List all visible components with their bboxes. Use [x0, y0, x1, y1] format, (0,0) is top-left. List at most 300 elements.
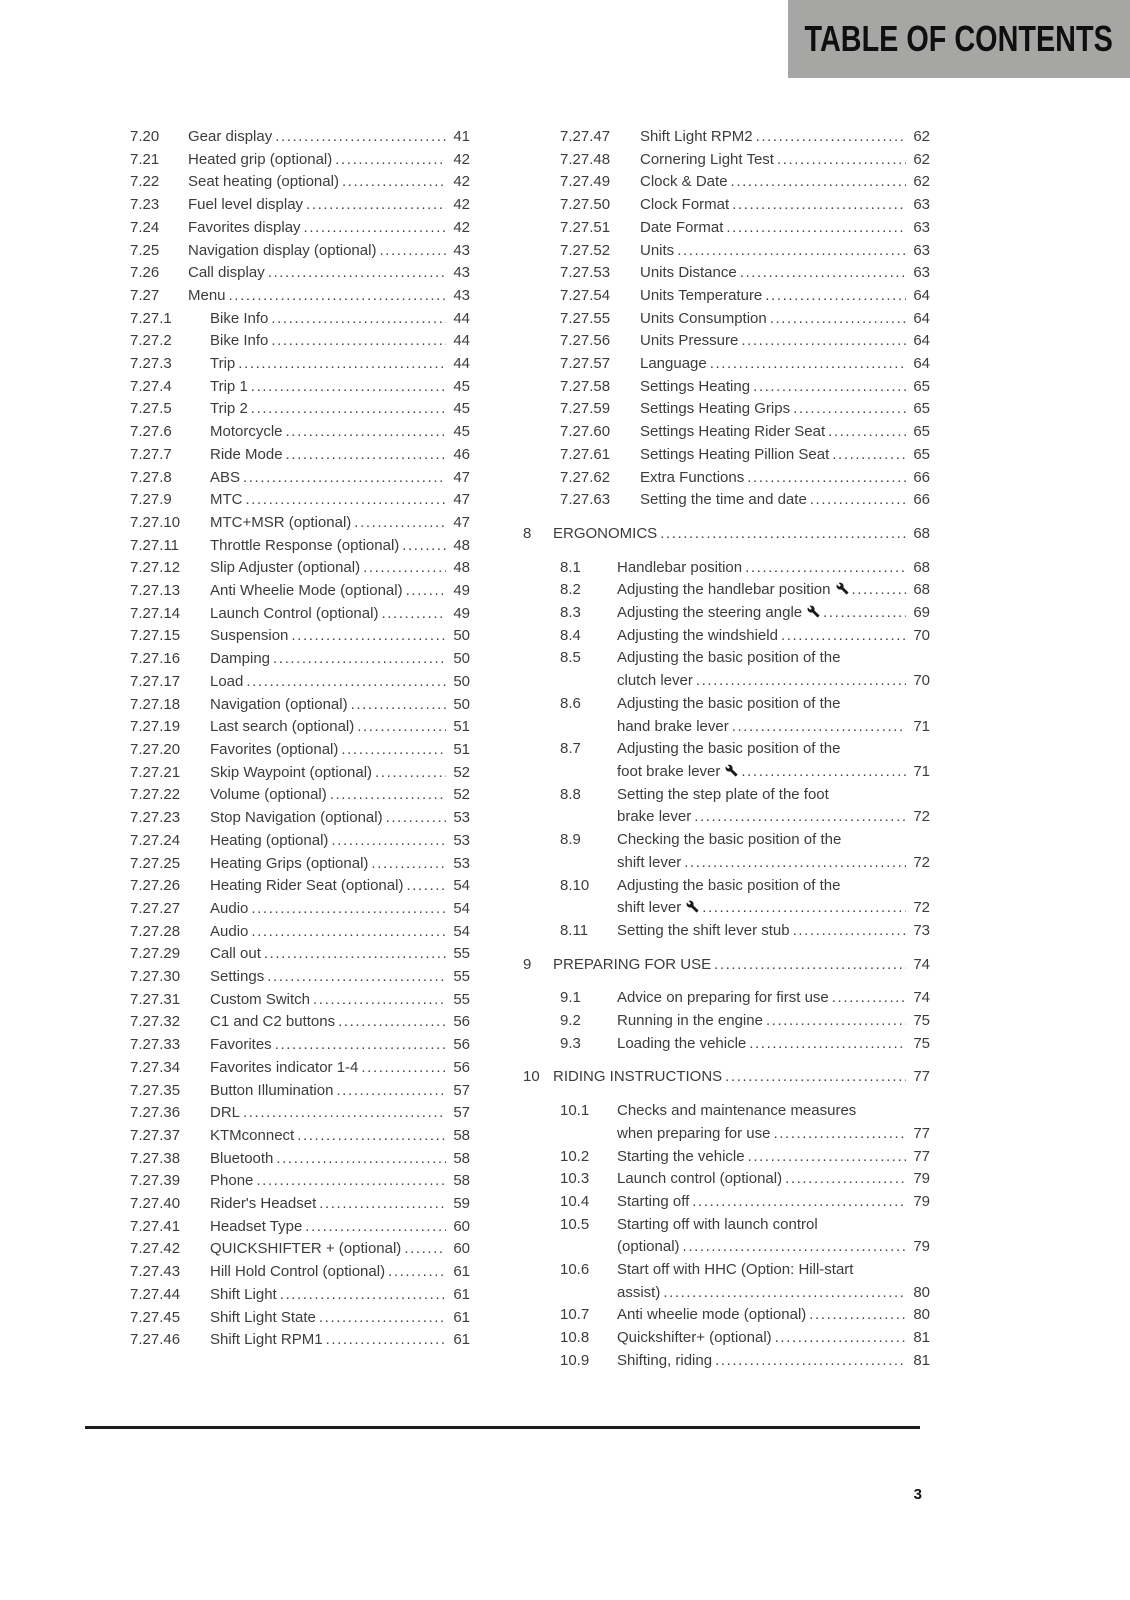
toc-entry-number: 7.27.46 [130, 1331, 181, 1349]
dot-leader [696, 670, 906, 693]
toc-entry-row [560, 421, 930, 444]
toc-entry-number: 7.27.11 [130, 536, 179, 554]
dot-leader [710, 353, 906, 376]
toc-entry-content [210, 1216, 470, 1239]
toc-entry-page: 64 [913, 332, 930, 350]
toc-entry-label-line: Adjusting the basic position of the [617, 694, 841, 712]
toc-entry-number: 7.27.59 [560, 400, 611, 418]
toc-entry-content [188, 217, 470, 240]
toc-entry-last-line [617, 920, 930, 943]
toc-entry-number: 7.27.40 [130, 1195, 181, 1213]
toc-entry-label: Settings Heating [640, 377, 751, 395]
toc-entry-number: 7.27.24 [130, 831, 181, 849]
toc-entry-label: KTMconnect [210, 1126, 295, 1144]
toc-entry-row [130, 330, 470, 353]
toc-entry-last-line [210, 853, 470, 876]
toc-entry-last-line [188, 194, 470, 217]
toc-entry-page: 79 [913, 1192, 930, 1210]
dot-leader [271, 330, 446, 353]
toc-entry-number: 7.27.32 [130, 1013, 181, 1031]
toc-entry-page: 44 [453, 332, 470, 350]
toc-entry-page: 55 [453, 990, 470, 1008]
toc-entry-content [210, 1102, 470, 1125]
toc-entry-row [560, 1146, 930, 1169]
toc-entry-label: Units [640, 241, 675, 259]
toc-entry-content [210, 1170, 470, 1193]
toc-entry-number: 8 [523, 524, 532, 542]
toc-entry-label: Favorites [210, 1036, 272, 1054]
toc-entry-label: Heating Rider Seat (optional) [210, 877, 404, 895]
dot-leader [306, 194, 446, 217]
wrench-icon [807, 605, 820, 618]
toc-entry-number: 7.27.26 [130, 877, 181, 895]
toc-entry-row [130, 671, 470, 694]
toc-entry-last-line [617, 1033, 930, 1056]
dot-leader [251, 398, 446, 421]
toc-entry-row [130, 1216, 470, 1239]
toc-entry-number: 8.10 [560, 876, 590, 894]
dot-leader [756, 126, 906, 149]
toc-entry-row [560, 376, 930, 399]
toc-entry-content [210, 898, 470, 921]
toc-entry-last-line [210, 1125, 470, 1148]
toc-entry-label-line: Checking the basic position of the [617, 831, 842, 849]
dot-leader [753, 376, 906, 399]
dot-leader [745, 557, 906, 580]
toc-entry-row [130, 194, 470, 217]
toc-entry-label: Last search (optional) [210, 718, 355, 736]
toc-entry-content [617, 557, 930, 580]
toc-entry-page: 45 [453, 400, 470, 418]
toc-entry-row [130, 535, 470, 558]
dot-leader [381, 603, 446, 626]
toc-entry-last-line [188, 262, 470, 285]
toc-entry-number: 7.27.61 [560, 445, 611, 463]
toc-entry-number: 7.27.2 [130, 332, 172, 350]
toc-entry-content [617, 784, 930, 829]
dot-leader [770, 308, 906, 331]
toc-entry-page: 56 [453, 1058, 470, 1076]
dot-leader [304, 217, 446, 240]
toc-entry-content [640, 308, 930, 331]
toc-entry-row [560, 1191, 930, 1214]
dot-leader [243, 1102, 446, 1125]
toc-entry-page: 72 [913, 808, 930, 826]
toc-entry-number: 7.27.41 [130, 1217, 181, 1235]
toc-entry-page: 68 [913, 524, 930, 542]
toc-entry-row [130, 1170, 470, 1193]
toc-entry-page: 81 [913, 1351, 930, 1369]
toc-entry-row [560, 353, 930, 376]
toc-entry-row [560, 194, 930, 217]
toc-entry-label-line: Adjusting the basic position of the [617, 740, 841, 758]
dot-leader [852, 579, 907, 602]
dot-leader [731, 171, 906, 194]
toc-entry-row [130, 1080, 470, 1103]
toc-entry-last-line [210, 625, 470, 648]
toc-entry-row [560, 1350, 930, 1373]
toc-entry-number: 10.4 [560, 1192, 590, 1210]
toc-entry-content [210, 1011, 470, 1034]
dot-leader [741, 761, 906, 784]
toc-entry-content [640, 330, 930, 353]
toc-entry-content [640, 217, 930, 240]
toc-entry-last-line [210, 1193, 470, 1216]
toc-entry-number: 7.27.27 [130, 899, 181, 917]
toc-entry-page: 74 [913, 989, 930, 1007]
toc-entry-page: 62 [913, 150, 930, 168]
toc-entry-row [560, 444, 930, 467]
dot-leader [809, 1304, 906, 1327]
dot-leader [732, 194, 906, 217]
toc-entry-page: 47 [453, 468, 470, 486]
toc-entry-page: 64 [913, 286, 930, 304]
toc-entry-content [640, 262, 930, 285]
dot-leader [740, 262, 906, 285]
toc-entry-number: 7.27.23 [130, 809, 181, 827]
toc-entry-row [560, 217, 930, 240]
toc-entry-number: 7.27.54 [560, 286, 611, 304]
toc-entry-label: Language [640, 355, 707, 373]
toc-entry-row [130, 421, 470, 444]
toc-entry-last-line [640, 376, 930, 399]
toc-entry-page: 43 [453, 286, 470, 304]
toc-entry-number: 7.27.51 [560, 218, 611, 236]
toc-entry-content [210, 1125, 470, 1148]
toc-entry-content [640, 149, 930, 172]
toc-entry-row [560, 330, 930, 353]
dot-leader [702, 897, 906, 920]
toc-entry-last-line [640, 126, 930, 149]
toc-entry-page: 55 [453, 945, 470, 963]
toc-entry-last-line [188, 240, 470, 263]
toc-entry-number: 7.20 [130, 128, 160, 145]
toc-entry-content [617, 738, 930, 783]
dot-leader [297, 1125, 446, 1148]
toc-entry-label: brake lever [617, 808, 692, 826]
dot-leader [251, 376, 446, 399]
toc-entry-label: Button Illumination [210, 1081, 334, 1099]
toc-entry-number: 7.27.20 [130, 740, 181, 758]
toc-entry-label: hand brake lever [617, 717, 729, 735]
toc-entry-content [617, 1010, 930, 1033]
toc-entry-page: 61 [453, 1308, 470, 1326]
toc-entry-content [210, 943, 470, 966]
dot-leader [765, 285, 906, 308]
toc-entry-last-line [188, 285, 470, 308]
toc-entry-last-line [210, 421, 470, 444]
dot-leader [692, 1191, 906, 1214]
toc-entry-row [560, 920, 930, 943]
toc-entry-page: 42 [453, 173, 470, 191]
toc-entry-last-line [617, 1327, 930, 1350]
toc-entry-content [210, 1193, 470, 1216]
toc-entry-last-line [617, 897, 930, 920]
toc-entry-last-line [617, 1010, 930, 1033]
toc-entry-label: Shift Light RPM1 [210, 1331, 323, 1349]
toc-entry-label: Navigation (optional) [210, 695, 348, 713]
toc-entry-last-line [210, 603, 470, 626]
dot-leader [291, 625, 446, 648]
toc-entry-content [640, 421, 930, 444]
toc-entry-row [130, 398, 470, 421]
toc-entry-last-line [210, 830, 470, 853]
toc-entry-last-line [617, 806, 930, 829]
toc-entry-number: 7.22 [130, 173, 160, 191]
toc-entry-row [130, 830, 470, 853]
toc-entry-label-line: Start off with HHC (Option: Hill-start [617, 1261, 854, 1279]
toc-entry-page: 52 [453, 763, 470, 781]
toc-entry-number: 7.27.56 [560, 332, 611, 350]
toc-entry-content [210, 875, 470, 898]
dot-leader [275, 1034, 446, 1057]
toc-entry-label: RIDING INSTRUCTIONS [553, 1068, 723, 1086]
toc-entry-content [210, 421, 470, 444]
toc-entry-page: 79 [913, 1170, 930, 1188]
toc-entry-page: 70 [913, 672, 930, 690]
dot-leader [677, 240, 906, 263]
toc-entry-label: Clock & Date [640, 173, 728, 191]
toc-entry-number: 7.27.55 [560, 309, 611, 327]
toc-entry-number: 9.3 [560, 1034, 581, 1052]
toc-entry-number: 7.27.45 [130, 1308, 181, 1326]
toc-entry-label: Navigation display (optional) [188, 241, 377, 259]
toc-entry-page: 65 [913, 445, 930, 463]
dot-leader [256, 1170, 446, 1193]
toc-entry-content [617, 875, 930, 920]
toc-entry-row [560, 171, 930, 194]
toc-entry-page: 64 [913, 309, 930, 327]
toc-entry-row [560, 625, 930, 648]
toc-entry-content [210, 444, 470, 467]
toc-entry-row [130, 353, 470, 376]
toc-entry-number: 7.27.14 [130, 604, 181, 622]
toc-entry-content [617, 829, 930, 874]
toc-entry-page: 72 [913, 899, 930, 917]
toc-entry-row [130, 853, 470, 876]
toc-entry-last-line [210, 739, 470, 762]
toc-entry-content [210, 603, 470, 626]
toc-entry-number: 9 [523, 955, 532, 973]
toc-entry-content [210, 1307, 470, 1330]
toc-entry-page: 70 [913, 626, 930, 644]
dot-leader [402, 535, 446, 558]
dot-leader [777, 149, 906, 172]
toc-entry-number: 7.27.44 [130, 1285, 181, 1303]
toc-entry-number: 10.8 [560, 1329, 590, 1347]
toc-entry-page: 57 [453, 1104, 470, 1122]
toc-entry-row [130, 512, 470, 535]
toc-entry-number: 7.27.6 [130, 423, 172, 441]
toc-entry-label: Launch control (optional) [617, 1170, 783, 1188]
toc-entry-page: 75 [913, 1012, 930, 1030]
toc-entry-row [130, 625, 470, 648]
toc-entry-page: 42 [453, 150, 470, 168]
toc-entry-page: 74 [913, 955, 930, 973]
toc-entry-label: Menu [188, 286, 226, 304]
toc-entry-number: 7.27.4 [130, 377, 172, 395]
dot-leader [273, 648, 446, 671]
toc-entry-label: clutch lever [617, 672, 693, 690]
toc-entry-row [560, 398, 930, 421]
toc-entry-last-line [210, 1238, 470, 1261]
toc-entry-last-line [210, 398, 470, 421]
toc-entry-label: Audio [210, 922, 249, 940]
toc-entry-number: 8.6 [560, 694, 581, 712]
toc-entry-row [130, 966, 470, 989]
toc-entry-row [560, 647, 930, 692]
toc-entry-last-line [210, 921, 470, 944]
dot-leader [828, 421, 906, 444]
toc-entry-last-line [210, 671, 470, 694]
toc-entry-label: PREPARING FOR USE [553, 955, 712, 973]
toc-entry-label: Setting the shift lever stub [617, 921, 790, 939]
toc-entry-label: Bike Info [210, 332, 269, 350]
toc-entry-content [188, 171, 470, 194]
toc-entry-label: Units Consumption [640, 309, 767, 327]
toc-entry-last-line [617, 1282, 930, 1305]
toc-entry-number: 7.27.37 [130, 1126, 181, 1144]
dot-leader [810, 489, 906, 512]
toc-entry-number: 9.2 [560, 1012, 581, 1030]
dot-leader [379, 240, 446, 263]
toc-entry-last-line [210, 1261, 470, 1284]
toc-entry-last-line [617, 1236, 930, 1259]
toc-entry-last-line [640, 353, 930, 376]
toc-entry-label: MTC+MSR (optional) [210, 513, 352, 531]
toc-entry-row [130, 694, 470, 717]
toc-entry-content [210, 1261, 470, 1284]
toc-entry-page: 71 [913, 717, 930, 735]
toc-entry-number: 7.23 [130, 196, 160, 214]
toc-entry-label: Clock Format [640, 196, 730, 214]
toc-entry-content [617, 625, 930, 648]
toc-entry-page: 57 [453, 1081, 470, 1099]
toc-entry-last-line [210, 648, 470, 671]
toc-entry-label: Custom Switch [210, 990, 311, 1008]
toc-entry-number: 7.27.1 [130, 309, 172, 327]
toc-entry-number: 7.27.34 [130, 1058, 181, 1076]
toc-entry-content [617, 1304, 930, 1327]
toc-entry-last-line [210, 716, 470, 739]
dot-leader [660, 523, 906, 546]
toc-entry-number: 10.7 [560, 1306, 590, 1324]
toc-entry-page: 71 [913, 762, 930, 780]
toc-entry-label: Skip Waypoint (optional) [210, 763, 373, 781]
toc-entry-number: 7.26 [130, 264, 160, 282]
dot-leader [684, 852, 906, 875]
toc-entry-last-line [210, 444, 470, 467]
toc-entry-number: 7.27.9 [130, 491, 172, 509]
toc-entry-row [560, 467, 930, 490]
dot-leader [766, 1010, 906, 1033]
toc-entry-last-line [640, 467, 930, 490]
toc-entry-number: 7.27.31 [130, 990, 181, 1008]
toc-entry-content [617, 920, 930, 943]
dot-leader [271, 308, 446, 331]
dot-leader [267, 966, 446, 989]
toc-entry-content [210, 512, 470, 535]
toc-entry-label: C1 and C2 buttons [210, 1013, 336, 1031]
toc-entry-label-line: Checks and maintenance measures [617, 1102, 857, 1120]
toc-entry-number: 9.1 [560, 989, 581, 1007]
dot-leader [326, 1329, 446, 1352]
toc-entry-last-line [640, 149, 930, 172]
toc-entry-row [130, 762, 470, 785]
dot-leader [773, 1123, 906, 1146]
toc-entry-row [130, 217, 470, 240]
toc-entry-last-line [617, 1304, 930, 1327]
dot-leader [351, 694, 446, 717]
toc-entry-page: 50 [453, 695, 470, 713]
toc-entry-last-line [210, 966, 470, 989]
toc-entry-last-line [617, 1350, 930, 1373]
toc-section-row [523, 523, 930, 546]
toc-entry-number: 8.11 [560, 921, 589, 939]
toc-entry-label: Settings Heating Pillion Seat [640, 445, 830, 463]
toc-entry-label: Shifting, riding [617, 1351, 713, 1369]
dot-leader [749, 1033, 906, 1056]
toc-entry-number: 8.7 [560, 740, 581, 758]
toc-entry-page: 58 [453, 1149, 470, 1167]
toc-entry-row [560, 1259, 930, 1304]
toc-entry-label: Extra Functions [640, 468, 745, 486]
toc-entry-last-line [640, 217, 930, 240]
toc-entry-page: 73 [913, 921, 930, 939]
toc-entry-page: 48 [453, 536, 470, 554]
toc-entry-label: Date Format [640, 218, 724, 236]
toc-entry-number: 7.27.52 [560, 241, 611, 259]
toc-entry-last-line [640, 398, 930, 421]
toc-entry-label: Seat heating (optional) [188, 173, 339, 191]
toc-entry-label: Settings Heating Rider Seat [640, 423, 826, 441]
toc-entry-label: MTC [210, 491, 243, 509]
toc-entry-row [560, 285, 930, 308]
page-title: TABLE OF CONTENTS [804, 18, 1114, 59]
toc-entry-last-line [617, 852, 930, 875]
toc-entry-row [130, 1193, 470, 1216]
toc-entry-row [130, 1057, 470, 1080]
toc-entry-last-line [210, 898, 470, 921]
toc-entry-label: Anti wheelie mode (optional) [617, 1306, 807, 1324]
toc-entry-row [130, 126, 470, 149]
toc-entry-label: Heating (optional) [210, 831, 329, 849]
toc-entry-content [210, 1080, 470, 1103]
toc-entry-last-line [617, 670, 930, 693]
toc-entry-page: 45 [453, 377, 470, 395]
toc-entry-number: 10.3 [560, 1170, 590, 1188]
toc-entry-page: 63 [913, 196, 930, 214]
dot-leader [388, 1261, 446, 1284]
toc-entry-content [617, 602, 930, 625]
toc-entry-label: Volume (optional) [210, 786, 327, 804]
toc-entry-content [210, 580, 470, 603]
dot-leader [268, 262, 446, 285]
toc-entry-content [210, 353, 470, 376]
toc-entry-number: 7.27.28 [130, 922, 181, 940]
dot-leader [238, 353, 446, 376]
toc-entry-content [210, 921, 470, 944]
toc-entry-label: assist) [617, 1283, 661, 1301]
toc-entry-page: 60 [453, 1217, 470, 1235]
dot-leader [331, 830, 446, 853]
toc-entry-label: (optional) [617, 1238, 680, 1256]
toc-entry-page: 66 [913, 468, 930, 486]
toc-entry-last-line [188, 171, 470, 194]
toc-entry-number: 7.27.13 [130, 582, 181, 600]
toc-entry-number: 8.9 [560, 831, 581, 849]
dot-leader [251, 898, 446, 921]
